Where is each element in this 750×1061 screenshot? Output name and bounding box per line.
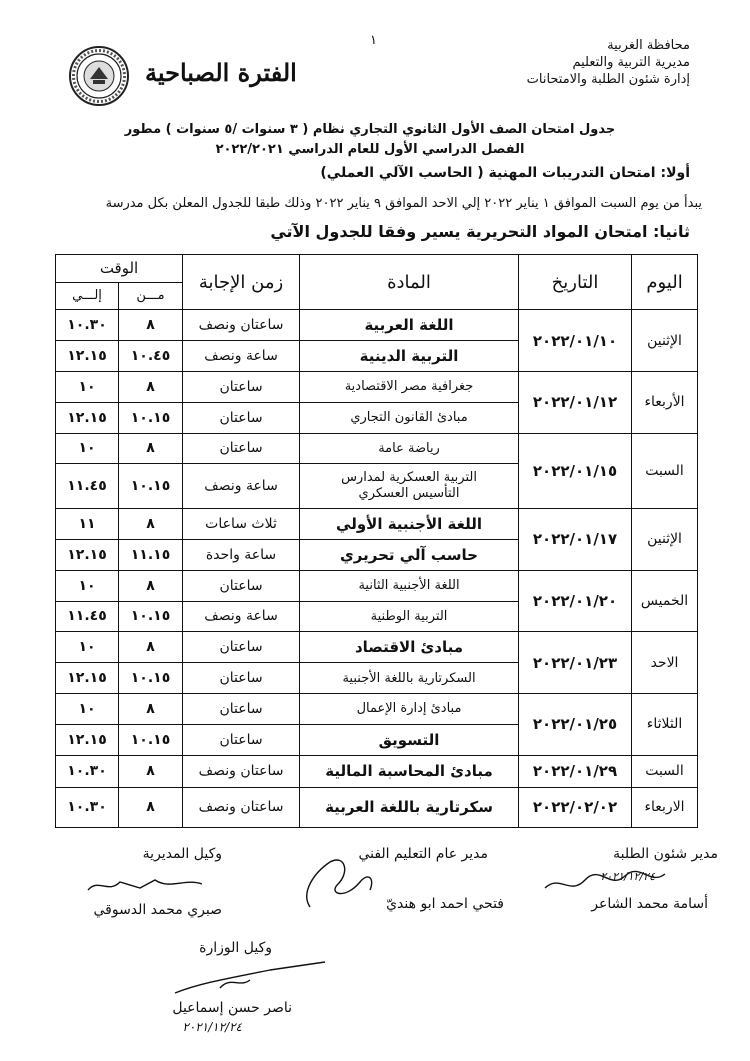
cell-subject: اللغة الأجنبية الأولي xyxy=(300,509,519,540)
signature-name-student-affairs: أسامة محمد الشاعر xyxy=(591,896,708,912)
section1-text: يبدأ من يوم السبت الموافق ١ يناير ٢٠٢٢ إلي الاحد الموافق ٩ يناير ٢٠٢٢ وذلك طبقا للجدول المعلن بكل مدرسة xyxy=(105,196,702,211)
cell-duration: ساعتان xyxy=(183,371,300,402)
cell-to: ١١.٤٥ xyxy=(56,601,119,632)
cell-from: ٨ xyxy=(119,787,183,827)
exam-title-line1: جدول امتحان الصف الأول الثانوي التجاري نظام ( ٣ سنوات /٥ سنوات ) مطور xyxy=(124,122,616,137)
header-date: التاريخ xyxy=(519,255,632,310)
exam-schedule-table xyxy=(55,254,698,828)
signature-name-deputy-ministry: ناصر حسن إسماعيل xyxy=(172,1000,292,1016)
cell-duration: ساعة ونصف xyxy=(183,464,300,509)
table-row xyxy=(56,509,698,540)
cell-to: ١٢.١٥ xyxy=(56,539,119,570)
cell-day: السبت xyxy=(632,433,698,508)
table-row xyxy=(56,570,698,601)
directorate-emblem-icon xyxy=(68,45,130,107)
signature-mark xyxy=(170,958,330,998)
cell-to: ١٢.١٥ xyxy=(56,341,119,372)
cell-subject: اللغة الأجنبية الثانية xyxy=(300,570,519,601)
signature-mark xyxy=(290,852,380,912)
cell-day: الخميس xyxy=(632,570,698,632)
cell-subject: رياضة عامة xyxy=(300,433,519,464)
authority-block xyxy=(490,38,690,87)
cell-to: ١٢.١٥ xyxy=(56,402,119,433)
cell-from: ١٠.١٥ xyxy=(119,724,183,755)
cell-from: ١٠.١٥ xyxy=(119,464,183,509)
cell-date: ٢٠٢٢/٠١/١٧ xyxy=(519,509,632,571)
cell-day: الثلاثاء xyxy=(632,694,698,756)
header-subject: المادة xyxy=(300,255,519,310)
table-row xyxy=(56,694,698,725)
cell-duration: ساعتان xyxy=(183,402,300,433)
cell-day: السبت xyxy=(632,755,698,787)
cell-to: ١٠.٣٠ xyxy=(56,787,119,827)
cell-duration: ساعتان xyxy=(183,724,300,755)
cell-date: ٢٠٢٢/٠١/٢٥ xyxy=(519,694,632,756)
cell-duration: ساعة واحدة xyxy=(183,539,300,570)
authority-line: محافظة الغربية xyxy=(607,38,690,53)
cell-from: ٨ xyxy=(119,694,183,725)
cell-from: ٨ xyxy=(119,371,183,402)
cell-from: ١٠.١٥ xyxy=(119,402,183,433)
cell-from: ٨ xyxy=(119,570,183,601)
cell-subject: السكرتارية باللغة الأجنبية xyxy=(300,663,519,694)
header-day: اليوم xyxy=(632,255,698,310)
signature-title-deputy-ministry: وكيل الوزارة xyxy=(199,940,272,956)
cell-duration: ساعتان xyxy=(183,570,300,601)
cell-subject: سكرتارية باللغة العربية xyxy=(300,787,519,827)
cell-date: ٢٠٢٢/٠١/٢٣ xyxy=(519,632,632,694)
cell-duration: ساعتان xyxy=(183,694,300,725)
signature-title-deputy-directorate: وكيل المديرية xyxy=(142,846,222,862)
cell-from: ٨ xyxy=(119,509,183,540)
cell-from: ١٠.١٥ xyxy=(119,663,183,694)
cell-from: ٨ xyxy=(119,632,183,663)
signature-title-technical-education: مدير عام التعليم الفني xyxy=(358,846,488,862)
table-row xyxy=(56,433,698,464)
signature-name-deputy-directorate: صبري محمد الدسوقي xyxy=(93,902,222,918)
cell-duration: ساعة ونصف xyxy=(183,601,300,632)
cell-to: ١٠ xyxy=(56,570,119,601)
cell-to: ١١ xyxy=(56,509,119,540)
cell-subject: التربية الوطنية xyxy=(300,601,519,632)
cell-duration: ساعتان xyxy=(183,632,300,663)
cell-from: ٨ xyxy=(119,310,183,341)
cell-day: الإثنين xyxy=(632,509,698,571)
cell-duration: ساعتان ونصف xyxy=(183,787,300,827)
header-duration: زمن الإجابة xyxy=(183,255,300,310)
table-row xyxy=(56,787,698,827)
cell-to: ١٠ xyxy=(56,433,119,464)
signature-date: ٢٠٢١/١٢/٢٤ xyxy=(182,1020,242,1034)
cell-date: ٢٠٢٢/٠١/٢٠ xyxy=(519,570,632,632)
section2-heading: ثانيا: امتحان المواد التحريرية يسير وفقا للجدول الآتي xyxy=(270,222,690,241)
cell-to: ١٢.١٥ xyxy=(56,663,119,694)
table-header-row xyxy=(56,255,698,283)
authority-line: إدارة شئون الطلبة والامتحانات xyxy=(526,72,690,87)
cell-from: ٨ xyxy=(119,755,183,787)
cell-to: ١٠.٣٠ xyxy=(56,755,119,787)
cell-subject: جغرافية مصر الاقتصادية xyxy=(300,371,519,402)
cell-from: ١٠.٤٥ xyxy=(119,341,183,372)
table-row xyxy=(56,632,698,663)
cell-duration: ساعتان xyxy=(183,663,300,694)
cell-subject: مبادئ المحاسبة المالية xyxy=(300,755,519,787)
section1-heading: أولا: امتحان التدريبات المهنية ( الحاسب الآلي العملي) xyxy=(320,165,690,181)
cell-day: الإثنين xyxy=(632,310,698,372)
signature-mark xyxy=(540,866,670,900)
header-from: مـــن xyxy=(119,282,183,310)
header-to: إلـــي xyxy=(56,282,119,310)
cell-subject: حاسب آلي تحريري xyxy=(300,539,519,570)
signature-mark xyxy=(80,868,210,900)
cell-subject: مبادئ إدارة الإعمال xyxy=(300,694,519,725)
cell-duration: ساعتان ونصف xyxy=(183,755,300,787)
table-row xyxy=(56,371,698,402)
cell-to: ١٠ xyxy=(56,371,119,402)
cell-day: الاحد xyxy=(632,632,698,694)
authority-line: مديرية التربية والتعليم xyxy=(572,55,690,70)
cell-date: ٢٠٢٢/٠١/١٢ xyxy=(519,371,632,433)
cell-to: ١٢.١٥ xyxy=(56,724,119,755)
cell-from: ١٠.١٥ xyxy=(119,601,183,632)
cell-from: ١١.١٥ xyxy=(119,539,183,570)
table-row xyxy=(56,310,698,341)
table-row xyxy=(56,755,698,787)
cell-duration: ساعة ونصف xyxy=(183,341,300,372)
cell-subject: التسويق xyxy=(300,724,519,755)
cell-to: ١١.٤٥ xyxy=(56,464,119,509)
cell-subject: التربية الدينية xyxy=(300,341,519,372)
cell-day: الأربعاء xyxy=(632,371,698,433)
cell-date: ٢٠٢٢/٠١/١٥ xyxy=(519,433,632,508)
cell-duration: ساعتان ونصف xyxy=(183,310,300,341)
cell-duration: ساعتان xyxy=(183,433,300,464)
signature-name-technical-education: فتحي احمد ابو هنديّ xyxy=(386,896,504,912)
page-number: ١ xyxy=(370,33,377,48)
cell-date: ٢٠٢٢/٠٢/٠٢ xyxy=(519,787,632,827)
cell-to: ١٠ xyxy=(56,694,119,725)
cell-to: ١٠ xyxy=(56,632,119,663)
signature-date: ٢٠٢١/١٢/٢٤ xyxy=(600,870,655,883)
cell-subject: مبادئ الاقتصاد xyxy=(300,632,519,663)
cell-subject: اللغة العربية xyxy=(300,310,519,341)
signature-title-student-affairs: مدير شئون الطلبة xyxy=(613,846,718,862)
cell-to: ١٠.٣٠ xyxy=(56,310,119,341)
cell-duration: ثلاث ساعات xyxy=(183,509,300,540)
exam-title-line2: الفصل الدراسي الأول للعام الدراسي ٢٠٢٢/٢٠٢١ xyxy=(215,142,525,157)
header-time: الوقت xyxy=(56,255,183,283)
cell-from: ٨ xyxy=(119,433,183,464)
subject-line: التربية العسكرية لمدارس xyxy=(341,470,477,486)
cell-day: الاربعاء xyxy=(632,787,698,827)
shift-title: الفترة الصباحية xyxy=(145,58,297,87)
cell-subject: مبادئ القانون التجاري xyxy=(300,402,519,433)
cell-subject-multiline xyxy=(300,464,519,509)
subject-line: التأسيس العسكري xyxy=(358,486,460,502)
cell-date: ٢٠٢٢/٠١/٢٩ xyxy=(519,755,632,787)
cell-date: ٢٠٢٢/٠١/١٠ xyxy=(519,310,632,372)
